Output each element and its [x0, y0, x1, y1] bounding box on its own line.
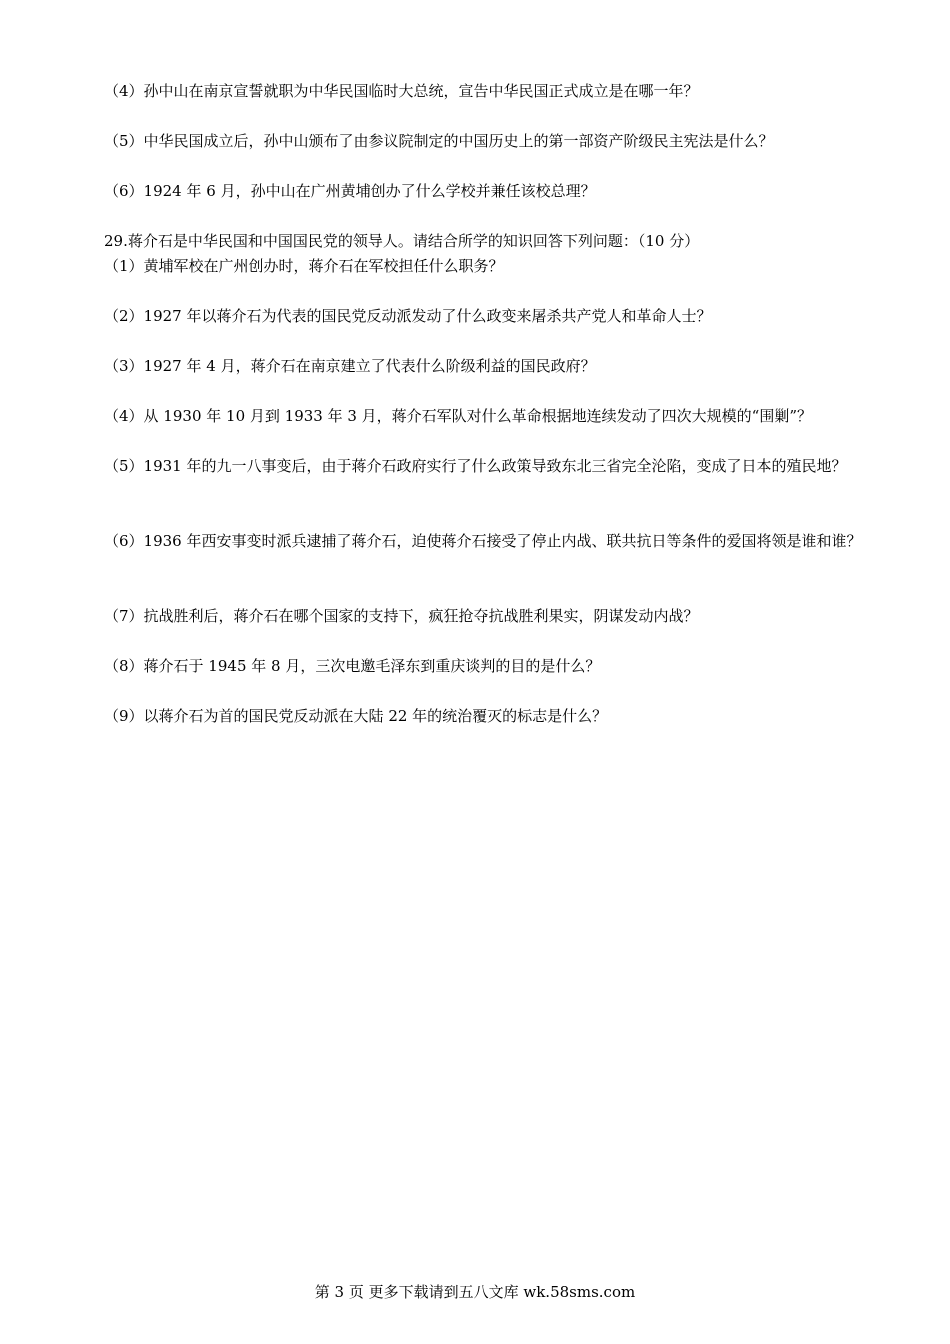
question-29-item-8: （8）蒋介石于 1945 年 8 月，三次电邀毛泽东到重庆谈判的目的是什么？	[104, 657, 601, 675]
question-29-item-3: （3）1927 年 4 月，蒋介石在南京建立了代表什么阶级利益的国民政府？	[104, 357, 596, 375]
question-29-item-4: （4）从 1930 年 10 月到 1933 年 3 月，蒋介石军队对什么革命根据地连续发动了四次大规模的“围剿”？	[104, 407, 813, 425]
question-28-item-6: （6）1924 年 6 月，孙中山在广州黄埔创办了什么学校并兼任该校总理？	[104, 182, 596, 200]
question-28-item-4: （4）孙中山在南京宣誓就职为中华民国临时大总统，宣告中华民国正式成立是在哪一年？	[104, 82, 699, 100]
page-footer: 第 3 页 更多下载请到五八文库 wk.58sms.com	[314, 1283, 636, 1301]
question-29-item-1: （1）黄埔军校在广州创办时，蒋介石在军校担任什么职务？	[104, 257, 504, 275]
question-29-item-6: （6）1936 年西安事变时派兵逮捕了蒋介石，迫使蒋介石接受了停止内战、联共抗日等条件的爱国将领是谁和谁？	[104, 532, 862, 550]
question-28-item-5: （5）中华民国成立后，孙中山颁布了由参议院制定的中国历史上的第一部资产阶级民主宪法是什么？	[104, 132, 774, 150]
question-29-item-2: （2）1927 年以蒋介石为代表的国民党反动派发动了什么政变来屠杀共产党人和革命人士？	[104, 307, 712, 325]
question-29-item-9: （9）以蒋介石为首的国民党反动派在大陆 22 年的统治覆灭的标志是什么？	[104, 707, 608, 725]
question-29-item-7: （7）抗战胜利后，蒋介石在哪个国家的支持下，疯狂抢夺抗战胜利果实，阴谋发动内战？	[104, 607, 699, 625]
question-29-item-5: （5）1931 年的九一八事变后，由于蒋介石政府实行了什么政策导致东北三省完全沦陷，变成了日本的殖民地？	[104, 457, 847, 475]
question-29-heading: 29.蒋介石是中华民国和中国国民党的领导人。请结合所学的知识回答下列问题：（10 分）	[104, 232, 700, 250]
